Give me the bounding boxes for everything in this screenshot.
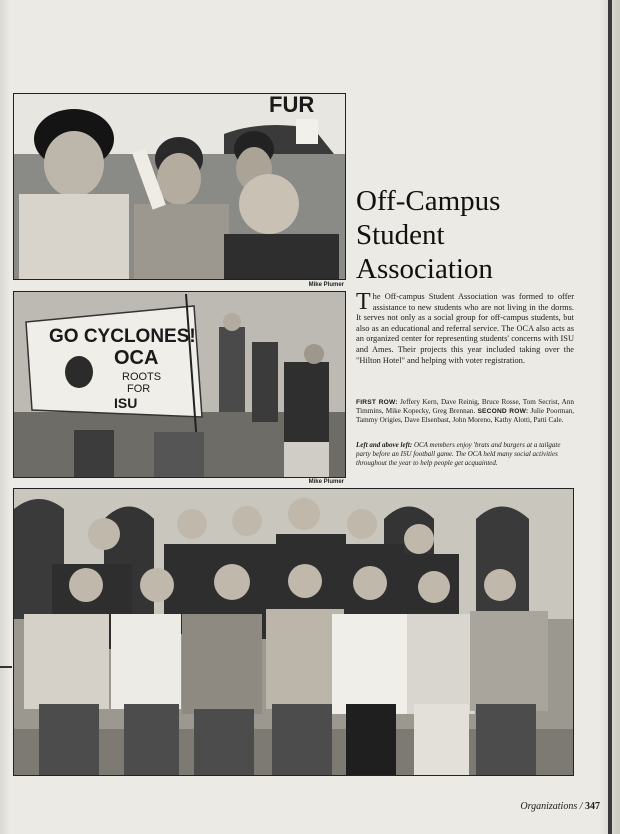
page-title [356,184,596,286]
title-line: Off-Campus [356,185,501,217]
photo-identification [356,398,574,425]
article-body [356,289,574,366]
photo-credit: Mike Plumer [308,282,344,288]
first-row-names: Jeffery Kern, Dave Reinig, Bruce Rosse, Tom Secrist, Ann Timmins, Mike Kopecky, Greg Brennan. [356,398,575,415]
article-text: he Off-campus Student Association was formed to offer assistance to new students who are not living in the dorms. It serves not only as a social group for off-campus students, but also as an educational and referral service. The OCA also acts as an organized center for representing students' concerns with ISU and Ames. Their projects this year included taking over the "Hilton Hotel" and helping with voter registration. [356,292,574,365]
drop-cap: T [356,289,371,315]
photo-credit: Mike Plumer [308,479,344,485]
banner-text-go-cyclones: GO CYCLONES! [49,326,196,347]
title-line: Student [356,219,445,251]
photo-go-cyclones-banner [13,291,346,478]
second-row-label: SECOND ROW: [477,408,529,415]
photo-tailgate-crowd [13,93,346,280]
banner-text-isu: ISU [114,395,138,411]
banner-text-oca: OCA [114,347,159,369]
caption-label: Left and above left: [356,441,413,449]
title-line: Association [356,253,493,285]
caption-text: OCA members enjoy 'brats and burgers at a tailgate party before an ISU football game. The OCA held many social activities throughout the year to help people get acquainted. [356,441,561,468]
page-edge-rule [0,666,12,668]
photo-group-portrait [13,488,574,776]
page-number: 347 [585,801,600,812]
banner-text-roots: ROOTS [122,371,162,383]
photo-caption [356,441,574,469]
banner-text-for: FOR [127,383,151,395]
folio-section: Organizations / [520,801,583,812]
page-folio [470,801,600,812]
second-row-names: Julie Poorman, Tammy Origies, Dave Elsenbast, John Moreno, Kathy Alotti, Patti Cale. [356,407,575,424]
banner-text-photo1: FUR [269,94,315,117]
page-binding-rule [608,0,612,834]
first-row-label: FIRST ROW: [356,399,398,406]
